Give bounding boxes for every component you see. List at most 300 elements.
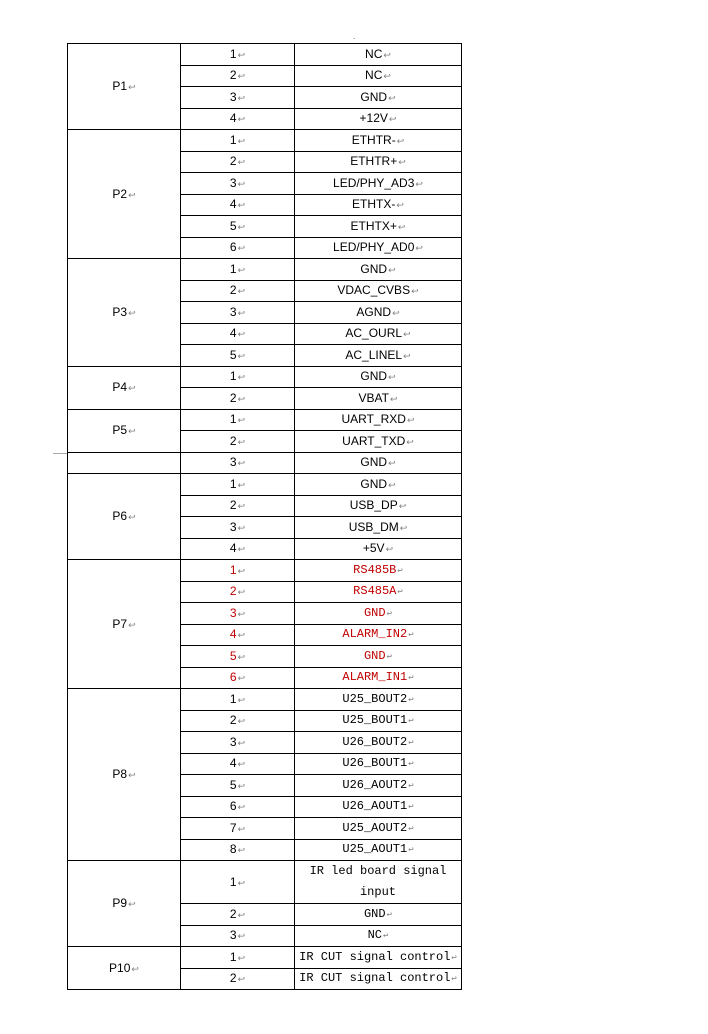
signal-cell bbox=[295, 280, 462, 302]
pin-cell bbox=[181, 65, 295, 87]
pin-cell bbox=[181, 431, 295, 453]
paragraph-mark: ↩ bbox=[398, 157, 406, 168]
pin-number: 4 bbox=[229, 326, 237, 341]
pin-cell bbox=[181, 904, 295, 926]
paragraph-mark: ↩ bbox=[392, 307, 400, 318]
pin-number: 5 bbox=[229, 777, 237, 792]
signal-cell bbox=[295, 194, 462, 216]
signal-cell bbox=[295, 216, 462, 238]
paragraph-mark: ↩ bbox=[408, 716, 414, 727]
pin-number: 7 bbox=[229, 820, 237, 835]
connector-label: P3 bbox=[112, 304, 128, 319]
pin-number: 4 bbox=[229, 197, 237, 212]
paragraph-mark: ↩ bbox=[128, 512, 136, 522]
pin-number: 1 bbox=[229, 874, 237, 889]
signal-name: ALARM_IN2 bbox=[342, 627, 408, 642]
table-row bbox=[68, 861, 462, 904]
pin-cell bbox=[181, 775, 295, 797]
signal-name: ETHTR- bbox=[351, 132, 396, 147]
table-row bbox=[68, 689, 462, 711]
signal-name: AC_OURL bbox=[345, 326, 403, 341]
paragraph-mark: ↩ bbox=[415, 178, 423, 189]
paragraph-mark: ↩ bbox=[237, 952, 246, 963]
pin-cell bbox=[181, 947, 295, 969]
paragraph-mark: ↩ bbox=[408, 823, 414, 834]
table-row bbox=[68, 474, 462, 496]
paragraph-mark: ↩ bbox=[237, 759, 246, 770]
paragraph-mark: ↩ bbox=[396, 200, 404, 211]
paragraph-mark: ↩ bbox=[128, 426, 136, 436]
signal-name: NC bbox=[367, 928, 382, 943]
paragraph-mark: ↩ bbox=[128, 307, 136, 318]
paragraph-mark: ↩ bbox=[237, 501, 246, 512]
signal-cell bbox=[295, 302, 462, 324]
pin-number: 5 bbox=[229, 648, 237, 663]
signal-name: IR CUT signal control bbox=[299, 949, 451, 964]
signal-cell bbox=[295, 581, 462, 603]
paragraph-mark: ↩ bbox=[128, 189, 136, 200]
signal-cell bbox=[295, 818, 462, 840]
signal-name: U25_BOUT1 bbox=[342, 713, 408, 728]
paragraph-mark: ↩ bbox=[382, 931, 389, 942]
paragraph-mark: ↩ bbox=[388, 372, 396, 383]
pin-number: 1 bbox=[229, 691, 237, 706]
connector-label: P8 bbox=[112, 767, 128, 781]
signal-cell bbox=[295, 710, 462, 732]
signal-cell bbox=[295, 753, 462, 775]
paragraph-mark: ↩ bbox=[398, 501, 407, 512]
signal-name: U26_AOUT1 bbox=[342, 799, 408, 814]
signal-name: NC bbox=[365, 46, 383, 61]
paragraph-mark: ↩ bbox=[386, 909, 393, 920]
paragraph-mark: ↩ bbox=[403, 350, 411, 361]
paragraph-mark: ↩ bbox=[237, 587, 246, 598]
signal-name: U25_BOUT2 bbox=[342, 691, 408, 706]
pin-number: 2 bbox=[229, 498, 237, 513]
paragraph-mark: ↩ bbox=[237, 544, 246, 555]
pin-cell bbox=[181, 44, 295, 66]
paragraph-mark: ↩ bbox=[237, 931, 246, 942]
paragraph-mark: ↩ bbox=[397, 587, 403, 598]
signal-name: VBAT bbox=[358, 390, 389, 405]
pin-number: 3 bbox=[229, 519, 237, 534]
signal-name: GND bbox=[363, 648, 386, 663]
paragraph-mark: ↩ bbox=[408, 845, 414, 856]
paragraph-mark: ↩ bbox=[237, 286, 246, 297]
signal-name: GND bbox=[363, 906, 386, 921]
paragraph-mark: ↩ bbox=[131, 963, 139, 974]
paragraph-mark: ↩ bbox=[406, 415, 415, 426]
signal-cell bbox=[295, 366, 462, 388]
paragraph-mark: ↩ bbox=[397, 565, 403, 576]
table-row bbox=[68, 130, 462, 152]
paragraph-mark: ↩ bbox=[237, 974, 246, 985]
paragraph-mark: ↩ bbox=[237, 694, 246, 705]
signal-name: USB_DP bbox=[349, 498, 398, 513]
signal-cell bbox=[295, 925, 462, 947]
signal-name: GND bbox=[360, 89, 388, 104]
pin-cell bbox=[181, 861, 295, 904]
signal-name: +5V bbox=[362, 541, 385, 556]
pin-number: 4 bbox=[229, 756, 237, 771]
signal-cell bbox=[295, 861, 462, 904]
pin-cell bbox=[181, 925, 295, 947]
signal-name: U25_AOUT1 bbox=[342, 842, 408, 857]
signal-name: RS485A bbox=[353, 584, 397, 599]
pin-cell bbox=[181, 452, 295, 474]
signal-cell bbox=[295, 517, 462, 539]
pin-number: 2 bbox=[229, 584, 237, 599]
pin-cell bbox=[181, 560, 295, 582]
signal-cell bbox=[295, 839, 462, 861]
signal-name: IR led board signal input bbox=[309, 864, 447, 899]
connector-cell bbox=[68, 474, 181, 560]
pin-assignment-table bbox=[67, 43, 462, 990]
pin-number: 3 bbox=[229, 734, 237, 749]
pin-cell bbox=[181, 753, 295, 775]
pin-number: 2 bbox=[229, 154, 237, 169]
pin-number: 1 bbox=[229, 949, 237, 964]
paragraph-mark: ↩ bbox=[388, 114, 397, 125]
pin-number: 1 bbox=[229, 369, 237, 384]
paragraph-mark: ↩ bbox=[237, 307, 246, 318]
paragraph-mark: ↩ bbox=[406, 436, 414, 447]
signal-cell bbox=[295, 452, 462, 474]
paragraph-mark: ↩ bbox=[237, 71, 246, 82]
signal-name: ETHTX- bbox=[352, 197, 396, 212]
paragraph-mark: ↩ bbox=[237, 780, 246, 791]
paragraph-mark: ↩ bbox=[388, 92, 396, 103]
signal-name: NC bbox=[365, 68, 383, 83]
pin-number: 6 bbox=[229, 670, 237, 685]
signal-cell bbox=[295, 796, 462, 818]
paragraph-mark: ↩ bbox=[237, 221, 246, 232]
pin-cell bbox=[181, 667, 295, 689]
signal-name: RS485B bbox=[353, 562, 397, 577]
paragraph-mark: ↩ bbox=[128, 899, 136, 909]
pin-cell bbox=[181, 388, 295, 410]
pin-number: 2 bbox=[229, 433, 237, 448]
paragraph-mark: ↩ bbox=[237, 329, 246, 340]
pin-cell bbox=[181, 130, 295, 152]
paragraph-mark: ↩ bbox=[388, 264, 396, 275]
table-row bbox=[68, 452, 462, 474]
signal-name: U25_AOUT2 bbox=[342, 820, 408, 835]
paragraph-mark: ↩ bbox=[128, 383, 136, 393]
pin-cell bbox=[181, 495, 295, 517]
signal-name: UART_TXD bbox=[342, 433, 406, 448]
signal-cell bbox=[295, 538, 462, 560]
signal-name: USB_DM bbox=[348, 519, 399, 534]
pin-number: 1 bbox=[229, 261, 237, 276]
table-body bbox=[68, 44, 462, 990]
connector-label: P1 bbox=[112, 79, 128, 93]
pin-number: 2 bbox=[229, 713, 237, 728]
signal-name: GND bbox=[360, 261, 388, 276]
pin-cell bbox=[181, 87, 295, 109]
paragraph-mark: ↩ bbox=[237, 716, 246, 727]
paragraph-mark: ↩ bbox=[237, 565, 246, 576]
pin-number: 2 bbox=[229, 390, 237, 405]
pin-number: 3 bbox=[229, 928, 237, 943]
pin-number: 2 bbox=[229, 283, 237, 298]
signal-cell bbox=[295, 474, 462, 496]
paragraph-mark: ↩ bbox=[396, 135, 405, 146]
paragraph-mark: ↩ bbox=[397, 221, 406, 232]
pin-cell bbox=[181, 603, 295, 625]
connector-cell bbox=[68, 861, 181, 947]
paragraph-mark: ↩ bbox=[237, 178, 246, 189]
signal-cell bbox=[295, 130, 462, 152]
paragraph-mark: ↩ bbox=[408, 673, 414, 684]
signal-cell bbox=[295, 151, 462, 173]
pin-cell bbox=[181, 216, 295, 238]
connector-label: P2 bbox=[112, 186, 128, 201]
signal-name: LED/PHY_AD3 bbox=[333, 175, 415, 190]
pin-number: 4 bbox=[229, 627, 237, 642]
paragraph-mark: ↩ bbox=[408, 780, 414, 791]
paragraph-mark: ↩ bbox=[237, 823, 246, 834]
table-row bbox=[68, 44, 462, 66]
paragraph-mark: ↩ bbox=[411, 286, 419, 297]
signal-cell bbox=[295, 237, 462, 259]
pin-number: 4 bbox=[229, 541, 237, 556]
paragraph-mark: ↩ bbox=[237, 114, 246, 125]
pin-cell bbox=[181, 323, 295, 345]
paragraph-mark: ↩ bbox=[128, 82, 136, 92]
paragraph-mark: ↩ bbox=[415, 243, 423, 254]
signal-name: VDAC_CVBS bbox=[337, 283, 411, 298]
pin-number: 8 bbox=[229, 842, 237, 857]
paragraph-mark: ↩ bbox=[388, 458, 396, 469]
paragraph-mark: ↩ bbox=[237, 157, 246, 168]
pin-number: 4 bbox=[229, 111, 237, 126]
signal-cell bbox=[295, 345, 462, 367]
signal-cell bbox=[295, 646, 462, 668]
table-row bbox=[68, 947, 462, 969]
table-row bbox=[68, 259, 462, 281]
pin-cell bbox=[181, 624, 295, 646]
pin-cell bbox=[181, 538, 295, 560]
paragraph-mark: ↩ bbox=[385, 544, 394, 555]
paragraph-mark: ↩ bbox=[128, 619, 136, 630]
connector-cell bbox=[68, 259, 181, 367]
pin-cell bbox=[181, 280, 295, 302]
pin-cell bbox=[181, 151, 295, 173]
signal-cell bbox=[295, 323, 462, 345]
paragraph-mark: ↩ bbox=[383, 71, 391, 82]
connector-cell bbox=[68, 130, 181, 259]
pin-cell bbox=[181, 345, 295, 367]
paragraph-mark: ↩ bbox=[237, 49, 246, 60]
signal-cell bbox=[295, 732, 462, 754]
paragraph-mark: ↩ bbox=[408, 802, 414, 813]
pin-number: 1 bbox=[229, 412, 237, 427]
pin-cell bbox=[181, 302, 295, 324]
paragraph-mark: ↩ bbox=[408, 759, 414, 770]
paragraph-mark: ↩ bbox=[237, 737, 246, 748]
pin-number: 5 bbox=[229, 347, 237, 362]
connector-label: P7 bbox=[112, 616, 128, 631]
pin-number: 6 bbox=[229, 240, 237, 255]
signal-cell bbox=[295, 968, 462, 990]
signal-name: ALARM_IN1 bbox=[342, 670, 408, 685]
paragraph-mark: ↩ bbox=[237, 92, 246, 103]
signal-name: AC_LINEL bbox=[345, 347, 403, 362]
paragraph-mark: ↩ bbox=[237, 651, 246, 662]
paragraph-mark: ↩ bbox=[237, 630, 246, 641]
connector-label: P6 bbox=[112, 509, 128, 523]
pin-cell bbox=[181, 173, 295, 195]
margin-mark bbox=[53, 453, 67, 454]
signal-cell bbox=[295, 495, 462, 517]
pin-cell bbox=[181, 237, 295, 259]
connector-cell bbox=[68, 409, 181, 452]
paragraph-mark: ↩ bbox=[237, 415, 246, 426]
signal-cell bbox=[295, 947, 462, 969]
pin-cell bbox=[181, 796, 295, 818]
signal-cell bbox=[295, 904, 462, 926]
signal-cell bbox=[295, 44, 462, 66]
paragraph-mark: ↩ bbox=[237, 845, 246, 856]
pin-cell bbox=[181, 710, 295, 732]
connector-label: P4 bbox=[112, 380, 128, 394]
signal-name: +12V bbox=[359, 111, 388, 126]
paragraph-mark: ↩ bbox=[237, 909, 246, 920]
signal-name: ETHTR+ bbox=[350, 154, 398, 169]
signal-name: GND bbox=[360, 476, 388, 491]
pin-cell bbox=[181, 968, 295, 990]
signal-name: AGND bbox=[356, 304, 392, 319]
paragraph-mark: ↩ bbox=[386, 608, 393, 619]
signal-name: GND bbox=[360, 455, 388, 470]
pin-number: 2 bbox=[229, 971, 237, 986]
pin-number: 1 bbox=[229, 132, 237, 147]
connector-cell bbox=[68, 452, 181, 474]
signal-cell bbox=[295, 667, 462, 689]
connector-cell bbox=[68, 689, 181, 861]
table-row bbox=[68, 409, 462, 431]
pin-number: 6 bbox=[229, 799, 237, 814]
pin-number: 3 bbox=[229, 89, 237, 104]
pin-cell bbox=[181, 839, 295, 861]
pin-cell bbox=[181, 581, 295, 603]
pin-number: 1 bbox=[229, 46, 237, 61]
paragraph-mark: ↩ bbox=[237, 479, 246, 490]
paragraph-mark: ↩ bbox=[399, 522, 408, 533]
paragraph-mark: ↩ bbox=[237, 608, 246, 619]
pin-cell bbox=[181, 194, 295, 216]
connector-cell bbox=[68, 44, 181, 130]
connector-label: P9 bbox=[112, 896, 128, 910]
table-row bbox=[68, 560, 462, 582]
pin-cell bbox=[181, 259, 295, 281]
paragraph-mark: ↩ bbox=[237, 372, 246, 383]
signal-name: U26_BOUT1 bbox=[342, 756, 408, 771]
pin-cell bbox=[181, 818, 295, 840]
signal-name: GND bbox=[360, 369, 388, 384]
pin-cell bbox=[181, 646, 295, 668]
paragraph-mark: ↩ bbox=[237, 522, 246, 533]
paragraph-mark: ↩ bbox=[237, 350, 246, 361]
signal-cell bbox=[295, 624, 462, 646]
signal-name: U26_BOUT2 bbox=[342, 734, 408, 749]
paragraph-mark: ↩ bbox=[408, 694, 414, 705]
paragraph-mark: ↩ bbox=[451, 952, 457, 963]
paragraph-mark: ↩ bbox=[237, 673, 246, 684]
signal-cell bbox=[295, 603, 462, 625]
pin-cell bbox=[181, 732, 295, 754]
paragraph-mark: ↩ bbox=[237, 135, 246, 146]
paragraph-mark: ↩ bbox=[389, 393, 398, 404]
pin-number: 1 bbox=[229, 562, 237, 577]
connector-cell bbox=[68, 560, 181, 689]
paragraph-mark: ↩ bbox=[237, 802, 246, 813]
signal-name: GND bbox=[363, 605, 386, 620]
signal-name: UART_RXD bbox=[341, 412, 406, 427]
paragraph-mark: ↩ bbox=[237, 200, 246, 211]
table-row bbox=[68, 366, 462, 388]
pin-cell bbox=[181, 474, 295, 496]
pin-number: 3 bbox=[229, 605, 237, 620]
connector-cell bbox=[68, 947, 181, 990]
signal-cell bbox=[295, 409, 462, 431]
paragraph-mark: ↩ bbox=[237, 393, 246, 404]
signal-cell bbox=[295, 259, 462, 281]
paragraph-mark: ↩ bbox=[237, 877, 246, 888]
signal-cell bbox=[295, 108, 462, 130]
paragraph-mark: ↩ bbox=[383, 49, 391, 60]
signal-cell bbox=[295, 689, 462, 711]
top-dot: . bbox=[353, 32, 356, 41]
pin-cell bbox=[181, 517, 295, 539]
pin-number: 2 bbox=[229, 906, 237, 921]
paragraph-mark: ↩ bbox=[386, 651, 393, 662]
paragraph-mark: ↩ bbox=[403, 329, 411, 340]
signal-cell bbox=[295, 388, 462, 410]
pin-number: 1 bbox=[229, 476, 237, 491]
paragraph-mark: ↩ bbox=[408, 630, 414, 641]
paragraph-mark: ↩ bbox=[388, 479, 396, 490]
signal-name: LED/PHY_AD0 bbox=[333, 240, 415, 255]
pin-cell bbox=[181, 108, 295, 130]
signal-cell bbox=[295, 560, 462, 582]
signal-name: U26_AOUT2 bbox=[342, 777, 408, 792]
paragraph-mark: ↩ bbox=[408, 737, 414, 748]
paragraph-mark: ↩ bbox=[451, 974, 457, 985]
signal-cell bbox=[295, 173, 462, 195]
paragraph-mark: ↩ bbox=[237, 264, 246, 275]
paragraph-mark: ↩ bbox=[237, 458, 246, 469]
pin-number: 3 bbox=[229, 455, 237, 470]
pin-number: 5 bbox=[229, 218, 237, 233]
pin-number: 2 bbox=[229, 68, 237, 83]
signal-cell bbox=[295, 775, 462, 797]
paragraph-mark: ↩ bbox=[237, 436, 246, 447]
signal-cell bbox=[295, 87, 462, 109]
connector-label: P10 bbox=[109, 960, 131, 975]
paragraph-mark: ↩ bbox=[237, 243, 246, 254]
connector-cell bbox=[68, 366, 181, 409]
signal-cell bbox=[295, 431, 462, 453]
pin-cell bbox=[181, 689, 295, 711]
signal-name: ETHTX+ bbox=[350, 218, 397, 233]
pin-number: 3 bbox=[229, 304, 237, 319]
signal-cell bbox=[295, 65, 462, 87]
signal-name: IR CUT signal control bbox=[299, 971, 451, 986]
paragraph-mark: ↩ bbox=[128, 770, 136, 780]
pin-cell bbox=[181, 409, 295, 431]
